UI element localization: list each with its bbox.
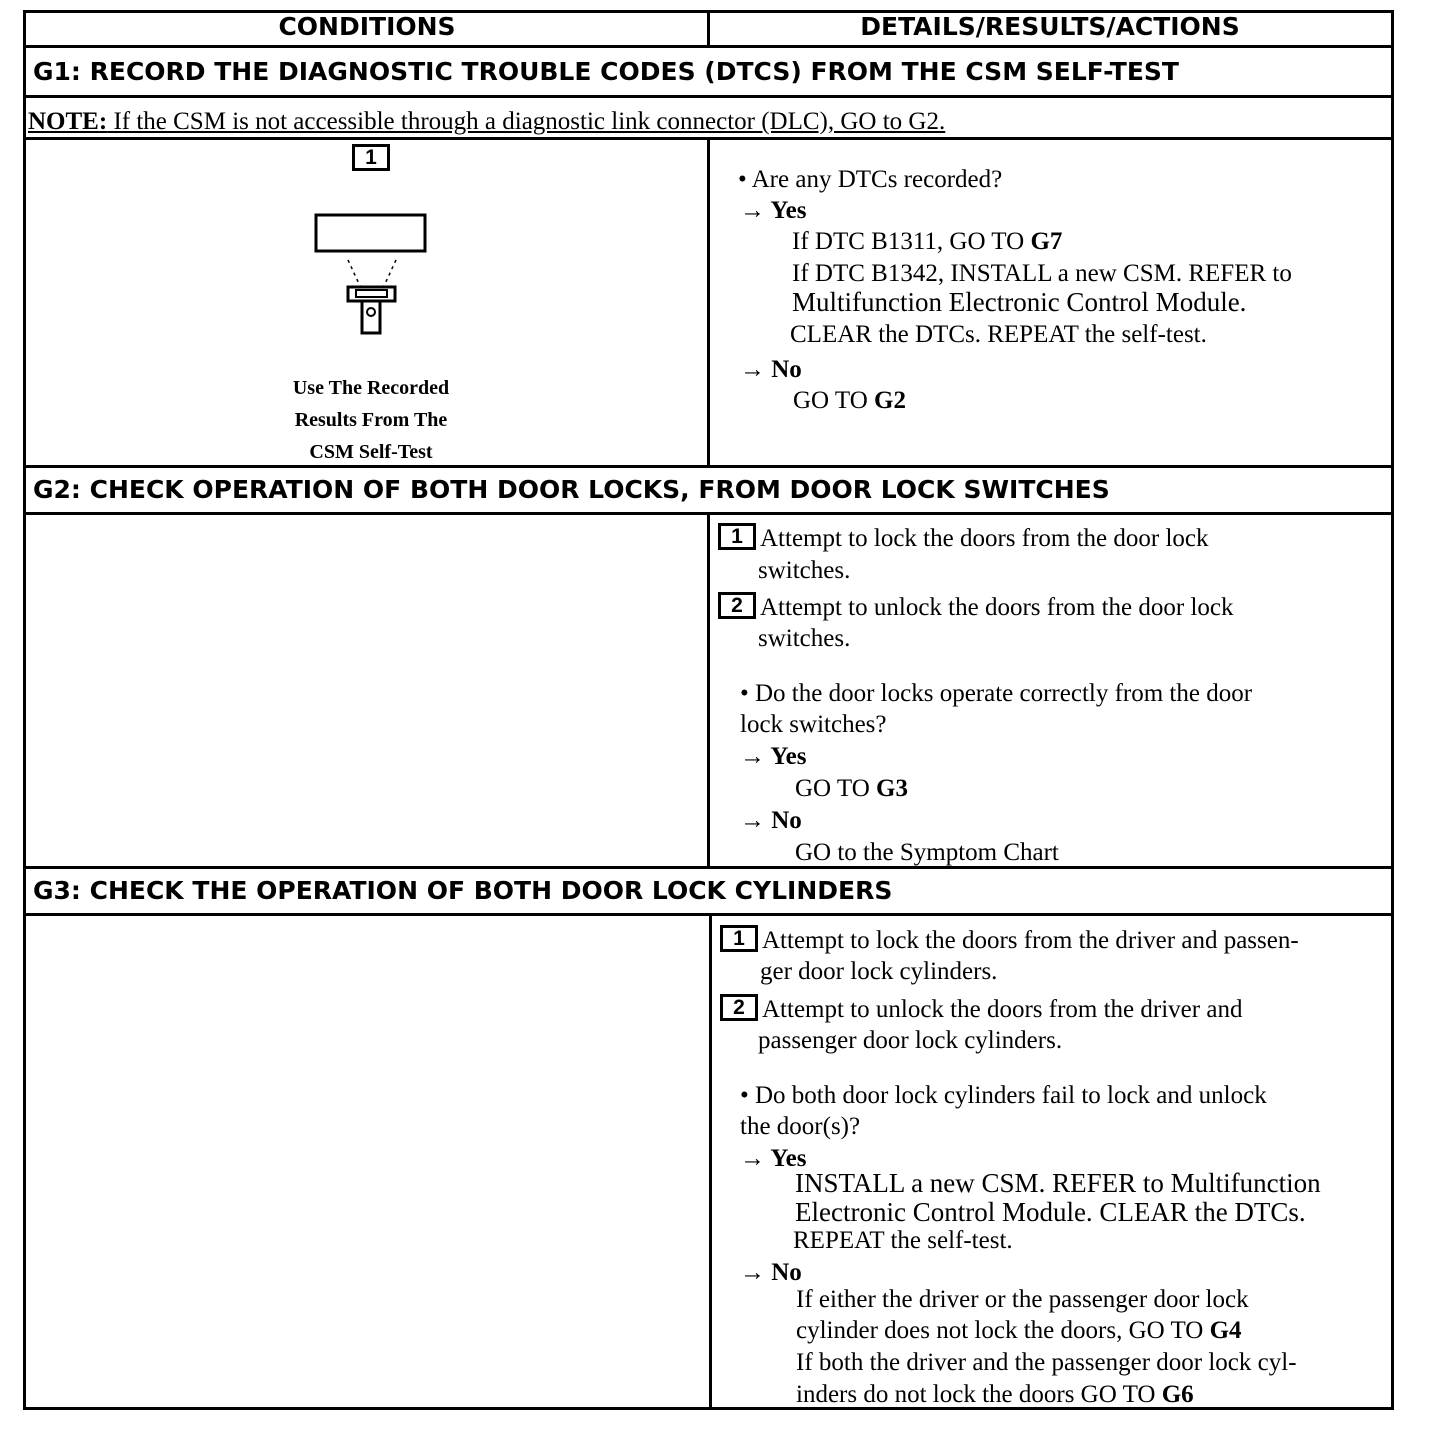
g1-no-label: → No bbox=[740, 356, 802, 383]
g2-title: G2: CHECK OPERATION OF BOTH DOOR LOCKS, FROM DOOR LOCK SWITCHES bbox=[33, 475, 1110, 504]
g1-caption bbox=[205, 372, 537, 468]
g3-no-line: If either the driver or the passenger door lock bbox=[796, 1286, 1249, 1313]
g3-no-label: → No bbox=[740, 1259, 802, 1286]
column-divider bbox=[707, 137, 710, 467]
g2-question: • Do the door locks operate correctly from the door bbox=[740, 680, 1253, 707]
csm-self-test-tool-icon bbox=[300, 208, 440, 338]
g3-step2-number: 2 bbox=[720, 994, 758, 1021]
g3-step1-number: 1 bbox=[720, 925, 758, 952]
g2-no-label: → No bbox=[740, 807, 802, 834]
g3-title: G3: CHECK THE OPERATION OF BOTH DOOR LOCK CYLINDERS bbox=[33, 876, 893, 905]
g2-step2-text: Attempt to unlock the doors from the door lock bbox=[760, 594, 1234, 621]
g2-yes-label: → Yes bbox=[740, 743, 807, 770]
g2-step1-text: Attempt to lock the doors from the door lock bbox=[760, 525, 1209, 552]
caption-line: Results From The bbox=[294, 409, 448, 431]
caption-line: Use The Recorded bbox=[292, 377, 450, 399]
g3-step2-text: Attempt to unlock the doors from the driver and bbox=[762, 996, 1243, 1023]
g2-question: lock switches? bbox=[740, 711, 887, 738]
g3-question: • Do both door lock cylinders fail to lock and unlock bbox=[740, 1082, 1267, 1109]
caption-line: CSM Self-Test bbox=[309, 441, 433, 463]
g2-step2-text: switches. bbox=[758, 625, 851, 652]
g3-no-line: cylinder does not lock the doors, GO TO G4 bbox=[796, 1317, 1242, 1344]
note-label: NOTE: bbox=[28, 108, 108, 135]
g1-step-number: 1 bbox=[352, 144, 390, 171]
g1-yes-label: → Yes bbox=[740, 197, 807, 224]
column-divider bbox=[709, 913, 712, 1410]
g1-note bbox=[28, 106, 945, 137]
g1-question: • Are any DTCs recorded? bbox=[738, 166, 1003, 193]
g1-yes-line: Multifunction Electronic Control Module. bbox=[792, 287, 1247, 317]
column-divider bbox=[707, 512, 710, 868]
note-text: If the CSM is not accessible through a diagnostic link connector (DLC), GO to G2. bbox=[107, 108, 946, 135]
g2-step1-text: switches. bbox=[758, 557, 851, 584]
g2-step2-number: 2 bbox=[718, 592, 756, 619]
g3-yes-line: Electronic Control Module. CLEAR the DTCs. bbox=[795, 1197, 1306, 1227]
g2-yes-action: GO TO G3 bbox=[795, 775, 908, 802]
g3-yes-line: INSTALL a new CSM. REFER to Multifunction bbox=[795, 1168, 1321, 1198]
g1-no-action: GO TO G2 bbox=[793, 387, 906, 414]
g1-yes-line: CLEAR the DTCs. REPEAT the self-test. bbox=[790, 321, 1207, 348]
details-header: DETAILS/RESULTS/ACTIONS bbox=[860, 12, 1240, 41]
g3-step2-text: passenger door lock cylinders. bbox=[758, 1027, 1063, 1054]
g3-step1-text: ger door lock cylinders. bbox=[760, 958, 998, 985]
g3-question: the door(s)? bbox=[740, 1113, 861, 1140]
g3-no-line: If both the driver and the passenger door lock cyl- bbox=[796, 1349, 1297, 1376]
g3-yes-line: REPEAT the self-test. bbox=[793, 1227, 1013, 1254]
g1-yes-line: If DTC B1342, INSTALL a new CSM. REFER to bbox=[792, 260, 1292, 287]
g3-no-line: inders do not lock the doors GO TO G6 bbox=[796, 1381, 1194, 1408]
g2-no-action: GO to the Symptom Chart bbox=[795, 839, 1059, 866]
conditions-header: CONDITIONS bbox=[278, 12, 456, 41]
g1-yes-line: If DTC B1311, GO TO G7 bbox=[792, 228, 1063, 255]
g3-step1-text: Attempt to lock the doors from the driver and passen- bbox=[762, 927, 1299, 954]
rule bbox=[26, 95, 1391, 98]
g1-title: G1: RECORD THE DIAGNOSTIC TROUBLE CODES (DTCS) FROM THE CSM SELF-TEST bbox=[33, 57, 1179, 86]
g2-step1-number: 1 bbox=[718, 523, 756, 550]
g3-yes-label: → Yes bbox=[740, 1145, 807, 1172]
